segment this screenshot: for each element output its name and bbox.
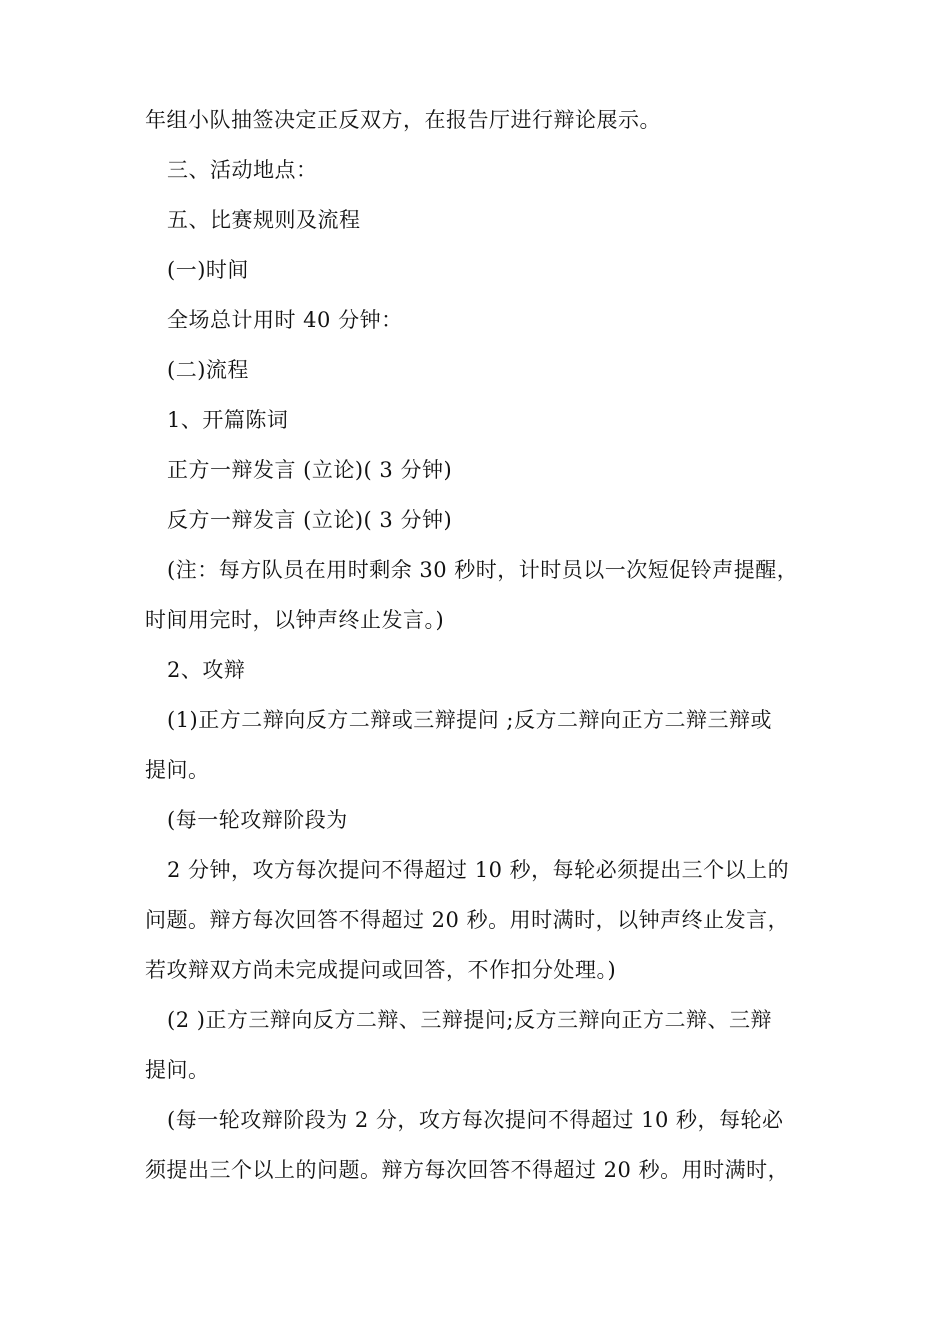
paragraph-continued: 须提出三个以上的问题。辩方每次回答不得超过 20 秒。用时满时，	[145, 1158, 790, 1182]
list-item-heading: 2、攻辩	[167, 658, 246, 682]
paragraph: 2 分钟，攻方每次提问不得超过 10 秒，每轮必须提出三个以上的	[167, 858, 790, 882]
subsection-heading-process: (二)流程	[167, 358, 249, 382]
paragraph: (1)正方二辩向反方二辩或三辩提问 ;反方二辩向正方二辩三辩或	[167, 708, 772, 732]
paragraph: (每一轮攻辩阶段为 2 分，攻方每次提问不得超过 10 秒，每轮必	[167, 1108, 784, 1132]
paragraph: 正方一辩发言 (立论)( 3 分钟)	[167, 458, 453, 482]
section-heading-rules: 五、比赛规则及流程	[167, 208, 361, 232]
paragraph: (每一轮攻辩阶段为	[167, 808, 348, 832]
document-body	[145, 95, 810, 1195]
paragraph: 年组小队抽签决定正反双方，在报告厅进行辩论展示。	[145, 108, 661, 132]
note-paragraph: (注：每方队员在用时剩余 30 秒时，计时员以一次短促铃声提醒，	[167, 558, 799, 582]
paragraph-continued: 提问。	[145, 1058, 210, 1082]
list-item-heading: 1、开篇陈词	[167, 408, 289, 432]
paragraph: 全场总计用时 40 分钟：	[167, 308, 403, 332]
paragraph-continued: 若攻辩双方尚未完成提问或回答，不作扣分处理。)	[145, 958, 617, 982]
paragraph: (2 )正方三辩向反方二辩、三辩提问;反方三辩向正方二辩、三辩	[167, 1008, 772, 1032]
section-heading-location: 三、活动地点：	[167, 158, 318, 182]
paragraph: 反方一辩发言 (立论)( 3 分钟)	[167, 508, 453, 532]
paragraph-continued: 提问。	[145, 758, 210, 782]
note-paragraph-continued: 时间用完时，以钟声终止发言。)	[145, 608, 445, 632]
subsection-heading-time: (一)时间	[167, 258, 249, 282]
paragraph-continued: 问题。辩方每次回答不得超过 20 秒。用时满时，以钟声终止发言，	[145, 908, 790, 932]
